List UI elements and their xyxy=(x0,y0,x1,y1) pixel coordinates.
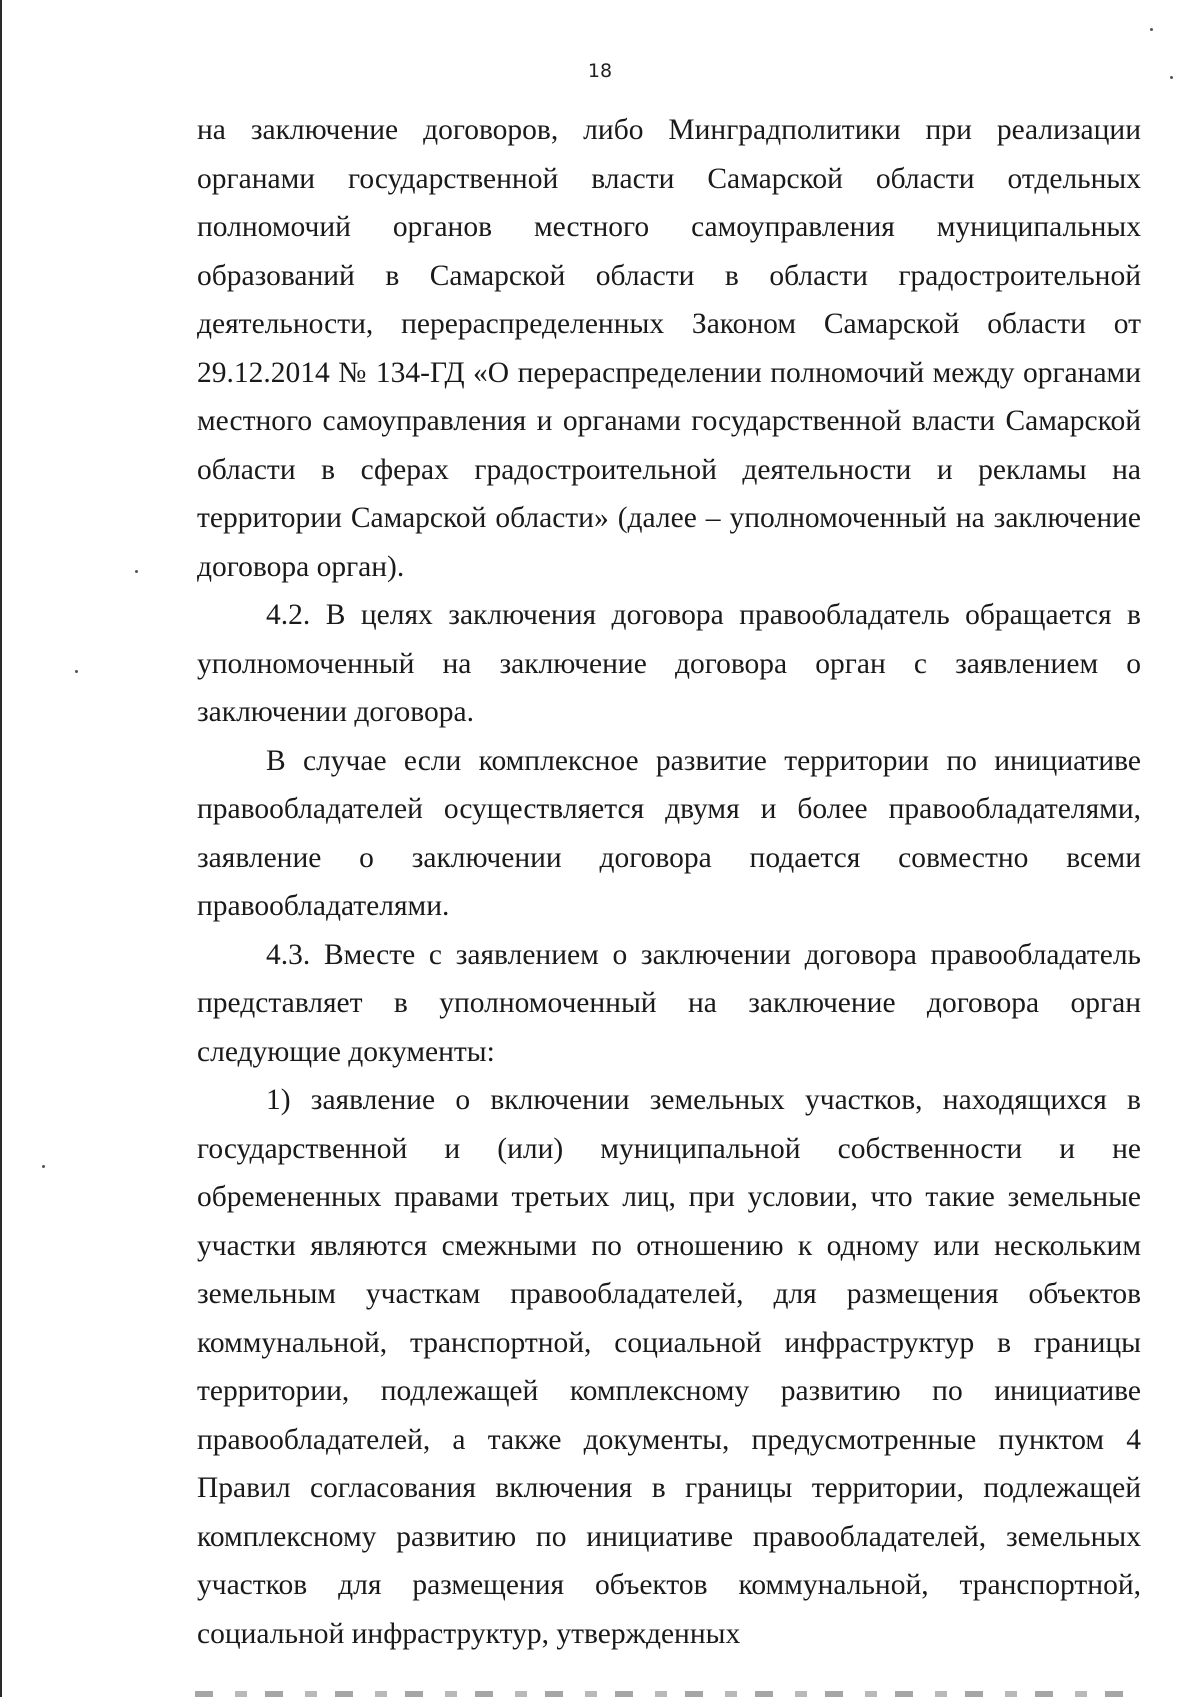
document-body xyxy=(197,106,1141,1658)
scan-bottom-artifact xyxy=(195,1691,1145,1697)
page-number: 18 xyxy=(587,60,613,82)
scan-speck xyxy=(1170,76,1173,79)
scan-speck xyxy=(42,1165,45,1168)
scan-speck xyxy=(135,570,138,573)
paragraph-continuation: на заключение договоров, либо Минградполитики при реализации органами государственной власти Самарской области отдельных полномочий органов местного самоуправления муниципальных образований в Самарской области в области градостроительной деятельности, перераспределенных Законом Самарской области от 29.12.2014 № 134-ГД «О перераспределении полномочий между органами местного самоуправления и органами государственной власти Самарской области в сферах градостроительной деятельности и рекламы на территории Самарской области» (далее – уполномоченный на заключение договора орган). xyxy=(197,114,1141,583)
paragraph-item-1: 1) заявление о включении земельных участков, находящихся в государственной и (или) муниципальной собственности и не обремененных правами третьих лиц, при условии, что такие земельные участки являются смежными по отношению к одному или нескольким земельным участкам правообладателей, для размещения объектов коммунальной, транспортной, социальной инфраструктур в границы территории, подлежащей комплексному развитию по инициативе правообладателей, а также документы, предусмотренные пунктом 4 Правил согласования включения в границы территории, подлежащей комплексному развитию по инициативе правообладателей, земельных участков для размещения объектов коммунальной, транспортной, социальной инфраструктур, утвержденных xyxy=(197,1084,1141,1650)
scan-speck xyxy=(75,670,78,673)
paragraph-joint-application: В случае если комплексное развитие территории по инициативе правообладателей осуществляется двумя и более правообладателями, заявление о заключении договора подается совместно всеми правообладателями. xyxy=(197,744,1141,922)
paragraph-4-2: 4.2. В целях заключения договора правообладатель обращается в уполномоченный на заключение договора орган с заявлением о заключении договора. xyxy=(197,599,1141,728)
paragraph-4-3: 4.3. Вместе с заявлением о заключении договора правообладатель представляет в уполномоченный на заключение договора орган следующие документы: xyxy=(197,938,1141,1068)
scan-speck xyxy=(1150,28,1153,31)
scan-border-left xyxy=(0,0,2,1697)
